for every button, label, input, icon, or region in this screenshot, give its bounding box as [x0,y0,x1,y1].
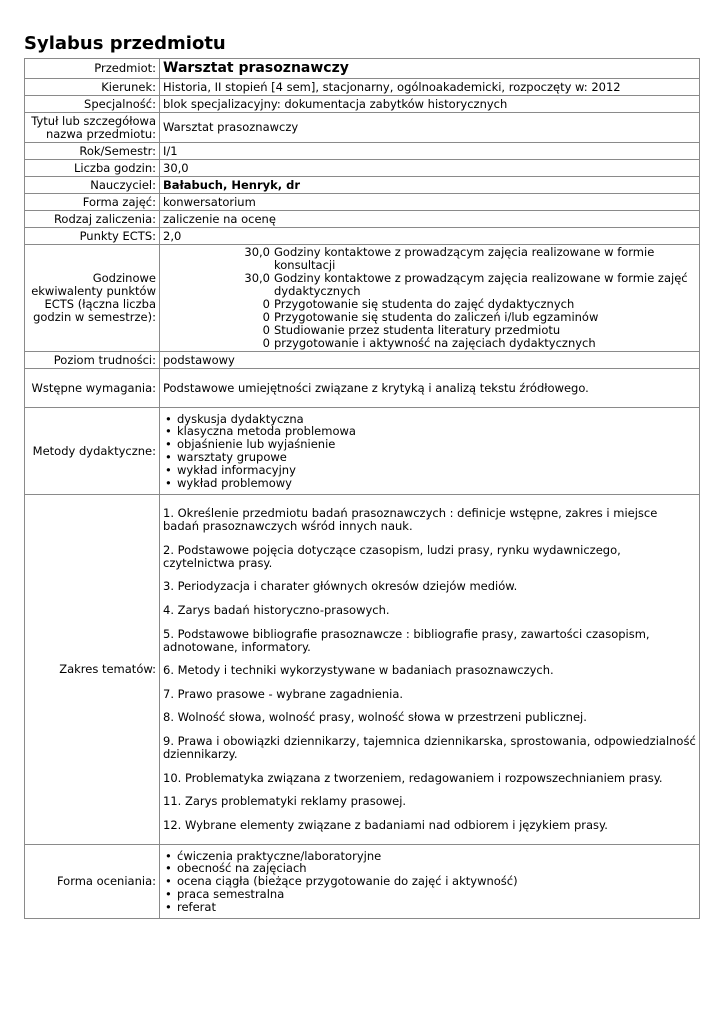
list-item: • wykład problemowy [163,477,696,490]
row-forma [25,194,700,211]
label-wymagania: Wstępne wymagania: [25,369,160,408]
topic-item: 2. Podstawowe pojęcia dotyczące czasopism, ludzi prasy, rynku wydawniczego, czytelnictwa prasy. [163,542,621,570]
value-wymagania: Podstawowe umiejętności związane z krytyką i analizą tekstu źródłowego. [160,369,700,408]
row-ekwiwalenty [25,245,700,352]
value-tytul: Warsztat prasoznawczy [160,113,700,143]
hours-item [163,337,696,350]
row-ocenianie [25,845,700,919]
value-kierunek: Historia, II stopień [4 sem], stacjonarny, ogólnoakademicki, rozpoczęty w: 2012 [160,79,700,96]
hours-text: Studiowanie przez studenta literatury przedmiotu [274,323,561,337]
page-title: Sylabus przedmiotu [24,33,226,54]
assessment-list [163,850,696,914]
label-metody: Metody dydaktyczne: [25,408,160,495]
topic-item: 1. Określenie przedmiotu badań prasoznawczych : definicje wstępne, zakres i miejsce badań prasoznawczych wśród innych nauk. [163,506,658,534]
topic-item: 11. Zarys problematyki reklamy prasowej. [163,794,407,809]
row-zakres [25,495,700,845]
label-specjalnosc: Specjalność: [25,96,160,113]
topic-item: 6. Metody i techniki wykorzystywane w badaniach prasoznawczych. [163,663,554,678]
list-item: • ocena ciągła (bieżące przygotowanie do zajęć i aktywność) [163,875,696,888]
syllabus-table [24,58,700,919]
label-poziom: Poziom trudności: [25,352,160,369]
row-kierunek [25,79,700,96]
hours-text: Przygotowanie się studenta do zaliczeń i/lub egzaminów [274,310,599,324]
row-nauczyciel [25,177,700,194]
list-item: • referat [163,901,696,914]
label-ects: Punkty ECTS: [25,228,160,245]
value-specjalnosc: blok specjalizacyjny: dokumentacja zabytków historycznych [160,96,700,113]
row-metody [25,408,700,495]
value-rok: I/1 [160,143,700,160]
hours-item [163,272,696,298]
list-item: • ćwiczenia praktyczne/laboratoryjne [163,850,696,863]
list-item: • praca semestralna [163,888,696,901]
row-tytul [25,113,700,143]
label-tytul: Tytuł lub szczegółowa nazwa przedmiotu: [25,113,160,143]
row-rok [25,143,700,160]
topic-item: 3. Periodyzacja i charater głównych okresów dziejów mediów. [163,579,518,594]
methods-list [163,413,696,490]
hours-value: 0 [262,310,270,324]
value-ekwiwalenty [160,245,700,352]
hours-item [163,246,696,272]
value-zakres [160,495,700,845]
row-przedmiot [25,59,700,79]
hours-value: 0 [262,323,270,337]
value-nauczyciel: Bałabuch, Henryk, dr [160,177,700,194]
value-forma: konwersatorium [160,194,700,211]
label-ekwiwalenty: Godzinowe ekwiwalenty punktów ECTS (łączna liczba godzin w semestrze): [25,245,160,352]
topic-item: 4. Zarys badań historyczno-prasowych. [163,603,390,618]
row-ects [25,228,700,245]
row-wymagania [25,369,700,408]
label-godziny: Liczba godzin: [25,160,160,177]
label-zaliczenie: Rodzaj zaliczenia: [25,211,160,228]
topic-item: 9. Prawa i obowiązki dziennikarzy, tajemnica dziennikarska, sprostowania, odpowiedzialność dziennikarzy. [163,733,696,761]
hours-text: Godziny kontaktowe z prowadzącym zajęcia realizowane w formie konsultacji [274,245,655,272]
topic-item: 10. Problematyka związana z tworzeniem, redagowaniem i rozpowszechnianiem prasy. [163,770,663,785]
value-metody [160,408,700,495]
label-kierunek: Kierunek: [25,79,160,96]
list-item: • klasyczna metoda problemowa [163,425,696,438]
list-item: • obecność na zajęciach [163,862,696,875]
label-przedmiot: Przedmiot: [25,59,160,79]
row-poziom [25,352,700,369]
hours-value: 30,0 [244,245,270,259]
label-forma: Forma zajęć: [25,194,160,211]
topic-item: 7. Prawo prasowe - wybrane zagadnienia. [163,686,404,701]
value-ects: 2,0 [160,228,700,245]
row-specjalnosc [25,96,700,113]
value-poziom: podstawowy [160,352,700,369]
label-nauczyciel: Nauczyciel: [25,177,160,194]
topic-item: 8. Wolność słowa, wolność prasy, wolność słowa w przestrzeni publicznej. [163,710,587,725]
hours-value: 0 [262,336,270,350]
hours-text: Godziny kontaktowe z prowadzącym zajęcia realizowane w formie zajęć dydaktycznych [274,271,688,298]
value-ocenianie [160,845,700,919]
value-godziny: 30,0 [160,160,700,177]
row-zaliczenie [25,211,700,228]
value-przedmiot: Warsztat prasoznawczy [160,59,700,79]
row-godziny [25,160,700,177]
label-zakres: Zakres tematów: [25,495,160,845]
hours-value: 30,0 [244,271,270,285]
topic-item: 12. Wybrane elementy związane z badaniami nad odbiorem i językiem prasy. [163,817,608,832]
label-rok: Rok/Semestr: [25,143,160,160]
list-item: • dyskusja dydaktyczna [163,413,696,426]
label-ocenianie: Forma oceniania: [25,845,160,919]
list-item: • objaśnienie lub wyjaśnienie [163,438,696,451]
topic-item: 5. Podstawowe bibliografie prasoznawcze : bibliografie prasy, zawartości czasopism, adnotowane, informatory. [163,626,650,654]
hours-text: Przygotowanie się studenta do zajęć dydaktycznych [274,297,575,311]
list-item: • warsztaty grupowe [163,451,696,464]
hours-text: przygotowanie i aktywność na zajęciach dydaktycznych [274,336,596,350]
list-item: • wykład informacyjny [163,464,696,477]
hours-value: 0 [262,297,270,311]
value-zaliczenie: zaliczenie na ocenę [160,211,700,228]
